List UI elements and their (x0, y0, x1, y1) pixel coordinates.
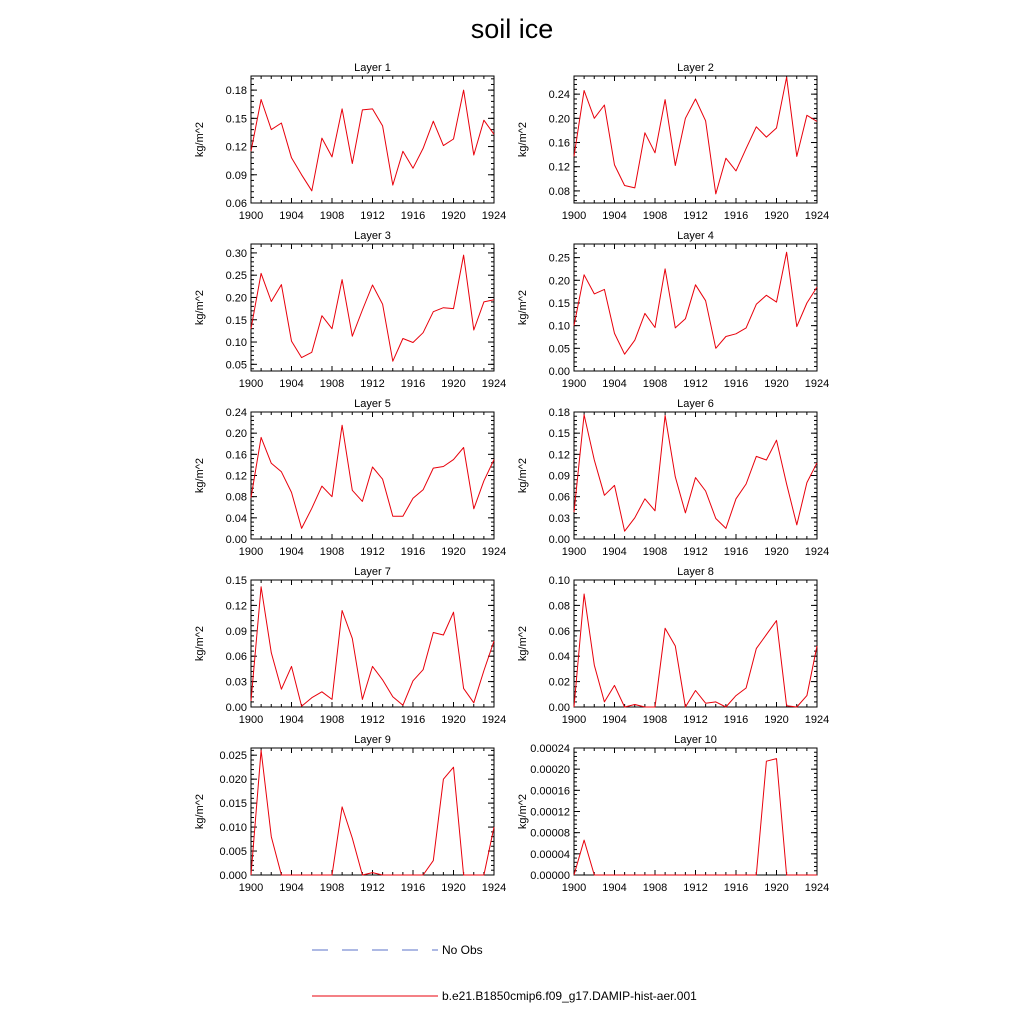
x-tick-label: 1920 (441, 210, 466, 222)
x-tick-label: 1912 (360, 714, 385, 726)
x-tick-label: 1920 (764, 714, 789, 726)
y-tick-label: 0.10 (548, 320, 570, 333)
plot-frame (574, 412, 817, 539)
panel-title: Layer 7 (354, 566, 391, 578)
x-tick-label: 1904 (279, 378, 304, 390)
x-tick-label: 1920 (441, 714, 466, 726)
y-tick-label: 0.00 (548, 366, 570, 378)
y-tick-label: 0.12 (225, 141, 247, 154)
y-tick-label: 0.16 (225, 449, 247, 462)
panel-title: Layer 1 (354, 62, 391, 74)
y-tick-label: 0.000 (219, 870, 247, 882)
x-tick-label: 1916 (723, 210, 749, 222)
y-tick-label: 0.15 (225, 314, 247, 327)
y-tick-label: 0.20 (225, 292, 247, 305)
y-tick-label: 0.00 (548, 534, 570, 546)
x-tick-label: 1916 (723, 546, 749, 558)
y-axis-label: kg/m^2 (194, 121, 206, 158)
series-line (251, 425, 494, 528)
y-tick-label: 0.00020 (530, 764, 570, 777)
x-tick-label: 1920 (764, 378, 789, 390)
y-tick-label: 0.06 (225, 198, 247, 210)
series-line (251, 90, 494, 191)
y-tick-label: 0.20 (225, 428, 247, 441)
x-tick-label: 1924 (481, 546, 507, 558)
y-tick-label: 0.005 (219, 846, 247, 859)
panel-layer-7 (194, 566, 506, 726)
y-axis-label: kg/m^2 (517, 625, 529, 662)
x-tick-label: 1916 (400, 546, 426, 558)
x-tick-label: 1908 (319, 882, 345, 894)
series-line (574, 594, 817, 707)
y-tick-label: 0.15 (548, 297, 570, 310)
y-tick-label: 0.08 (548, 600, 570, 613)
x-tick-label: 1900 (561, 546, 587, 558)
y-tick-label: 0.00 (548, 702, 570, 714)
x-tick-label: 1908 (319, 546, 345, 558)
panel-layer-2 (517, 62, 829, 222)
y-tick-label: 0.00024 (530, 743, 570, 755)
panel-title: Layer 4 (677, 230, 714, 242)
x-tick-label: 1912 (683, 882, 708, 894)
x-tick-label: 1924 (804, 714, 830, 726)
panel-title: Layer 3 (354, 230, 391, 242)
y-tick-label: 0.00000 (530, 870, 570, 882)
y-tick-label: 0.24 (225, 407, 247, 419)
x-tick-label: 1904 (602, 210, 627, 222)
y-tick-label: 0.20 (548, 275, 570, 288)
series-line (574, 77, 817, 194)
y-tick-label: 0.09 (225, 169, 247, 182)
y-tick-label: 0.025 (219, 750, 247, 763)
x-tick-label: 1904 (279, 210, 304, 222)
y-tick-label: 0.25 (548, 252, 570, 265)
y-tick-label: 0.08 (548, 185, 570, 198)
x-tick-label: 1908 (319, 714, 345, 726)
x-tick-label: 1920 (441, 882, 466, 894)
x-tick-label: 1912 (683, 546, 708, 558)
y-axis-label: kg/m^2 (194, 289, 206, 326)
x-tick-label: 1904 (279, 546, 304, 558)
y-tick-label: 0.10 (548, 575, 570, 587)
x-tick-label: 1912 (683, 378, 708, 390)
x-tick-label: 1916 (400, 714, 426, 726)
x-tick-label: 1900 (238, 378, 264, 390)
x-tick-label: 1924 (481, 714, 507, 726)
plot-frame (574, 748, 817, 875)
panel-title: Layer 2 (677, 62, 714, 74)
x-tick-label: 1916 (723, 378, 749, 390)
y-tick-label: 0.25 (225, 270, 247, 283)
y-tick-label: 0.10 (225, 337, 247, 350)
y-tick-label: 0.12 (548, 161, 570, 174)
legend-label: b.e21.B1850cmip6.f09_g17.DAMIP-hist-aer.001 (442, 989, 697, 1003)
legend-label: No Obs (442, 943, 483, 957)
y-tick-label: 0.00008 (530, 827, 570, 840)
y-tick-label: 0.00012 (530, 806, 570, 819)
figure-title: soil ice (470, 14, 554, 44)
panel-layer-10 (517, 734, 829, 894)
x-tick-label: 1912 (360, 378, 385, 390)
y-tick-label: 0.18 (225, 85, 247, 98)
x-tick-label: 1900 (561, 378, 587, 390)
y-axis-label: kg/m^2 (194, 625, 206, 662)
y-tick-label: 0.12 (225, 600, 247, 613)
y-axis-label: kg/m^2 (517, 457, 529, 494)
y-tick-label: 0.00016 (530, 785, 570, 798)
panel-layer-5 (194, 398, 506, 558)
x-tick-label: 1920 (441, 378, 466, 390)
x-tick-label: 1900 (238, 882, 264, 894)
y-tick-label: 0.18 (548, 407, 570, 419)
series-line (251, 750, 494, 875)
panel-title: Layer 6 (677, 398, 714, 410)
y-tick-label: 0.16 (548, 137, 570, 150)
y-axis-label: kg/m^2 (517, 793, 529, 830)
series-line (251, 587, 494, 706)
series-line (251, 255, 494, 361)
x-tick-label: 1916 (723, 882, 749, 894)
x-tick-label: 1916 (723, 714, 749, 726)
x-tick-label: 1908 (319, 210, 345, 222)
y-tick-label: 0.04 (548, 651, 570, 664)
x-tick-label: 1924 (804, 378, 830, 390)
y-axis-label: kg/m^2 (194, 457, 206, 494)
y-tick-label: 0.20 (548, 113, 570, 126)
y-tick-label: 0.02 (548, 676, 570, 689)
y-tick-label: 0.020 (219, 774, 247, 787)
x-tick-label: 1924 (804, 210, 830, 222)
x-tick-label: 1912 (360, 546, 385, 558)
y-tick-label: 0.12 (548, 449, 570, 462)
y-tick-label: 0.15 (225, 113, 247, 126)
y-tick-label: 0.06 (548, 625, 570, 638)
x-tick-label: 1908 (642, 210, 668, 222)
plot-frame (574, 580, 817, 707)
x-tick-label: 1912 (360, 882, 385, 894)
y-tick-label: 0.06 (548, 491, 570, 504)
plot-frame (251, 76, 494, 203)
x-tick-label: 1908 (642, 882, 668, 894)
x-tick-label: 1924 (481, 882, 507, 894)
panel-layer-8 (517, 566, 829, 726)
plot-frame (251, 412, 494, 539)
x-tick-label: 1900 (561, 882, 587, 894)
y-tick-label: 0.00 (225, 702, 247, 714)
x-tick-label: 1904 (602, 546, 627, 558)
x-tick-label: 1900 (561, 210, 587, 222)
y-tick-label: 0.03 (225, 676, 247, 689)
y-tick-label: 0.05 (548, 343, 570, 356)
y-tick-label: 0.00 (225, 534, 247, 546)
y-tick-label: 0.05 (225, 359, 247, 372)
x-tick-label: 1912 (360, 210, 385, 222)
x-tick-label: 1908 (642, 378, 668, 390)
plot-frame (574, 244, 817, 371)
y-tick-label: 0.15 (225, 575, 247, 587)
series-line (574, 415, 817, 531)
x-tick-label: 1908 (642, 546, 668, 558)
x-tick-label: 1904 (279, 882, 304, 894)
y-tick-label: 0.09 (548, 470, 570, 483)
x-tick-label: 1904 (602, 714, 627, 726)
x-tick-label: 1900 (561, 714, 587, 726)
series-line (574, 759, 817, 875)
panel-layer-4 (517, 230, 829, 390)
x-tick-label: 1904 (279, 714, 304, 726)
x-tick-label: 1900 (238, 714, 264, 726)
y-tick-label: 0.03 (548, 512, 570, 525)
panel-layer-9 (194, 734, 506, 894)
x-tick-label: 1916 (400, 882, 426, 894)
y-tick-label: 0.08 (225, 491, 247, 504)
y-tick-label: 0.04 (225, 512, 247, 525)
y-tick-label: 0.24 (548, 89, 570, 102)
x-tick-label: 1916 (400, 378, 426, 390)
y-tick-label: 0.30 (225, 247, 247, 260)
x-tick-label: 1908 (642, 714, 668, 726)
x-tick-label: 1912 (683, 210, 708, 222)
x-tick-label: 1924 (481, 378, 507, 390)
y-tick-label: 0.06 (225, 651, 247, 664)
panel-layer-6 (517, 398, 829, 558)
y-axis-label: kg/m^2 (517, 121, 529, 158)
y-axis-label: kg/m^2 (194, 793, 206, 830)
panel-layer-3 (194, 230, 506, 390)
x-tick-label: 1924 (804, 882, 830, 894)
x-tick-label: 1924 (804, 546, 830, 558)
x-tick-label: 1908 (319, 378, 345, 390)
panel-title: Layer 5 (354, 398, 391, 410)
panel-title: Layer 8 (677, 566, 714, 578)
plot-frame (251, 244, 494, 371)
x-tick-label: 1924 (481, 210, 507, 222)
x-tick-label: 1900 (238, 210, 264, 222)
panel-title: Layer 9 (354, 734, 391, 746)
series-line (574, 252, 817, 354)
x-tick-label: 1900 (238, 546, 264, 558)
y-tick-label: 0.15 (548, 428, 570, 441)
y-tick-label: 0.12 (225, 470, 247, 483)
x-tick-label: 1920 (764, 210, 789, 222)
x-tick-label: 1904 (602, 378, 627, 390)
y-tick-label: 0.09 (225, 625, 247, 638)
panel-layer-1 (194, 62, 506, 222)
y-tick-label: 0.010 (219, 822, 247, 835)
y-tick-label: 0.00004 (530, 848, 570, 861)
x-tick-label: 1904 (602, 882, 627, 894)
x-tick-label: 1916 (400, 210, 426, 222)
x-tick-label: 1920 (441, 546, 466, 558)
y-tick-label: 0.015 (219, 798, 247, 811)
panel-title: Layer 10 (674, 734, 717, 746)
legend (312, 943, 697, 1003)
x-tick-label: 1912 (683, 714, 708, 726)
x-tick-label: 1920 (764, 546, 789, 558)
y-axis-label: kg/m^2 (517, 289, 529, 326)
x-tick-label: 1920 (764, 882, 789, 894)
